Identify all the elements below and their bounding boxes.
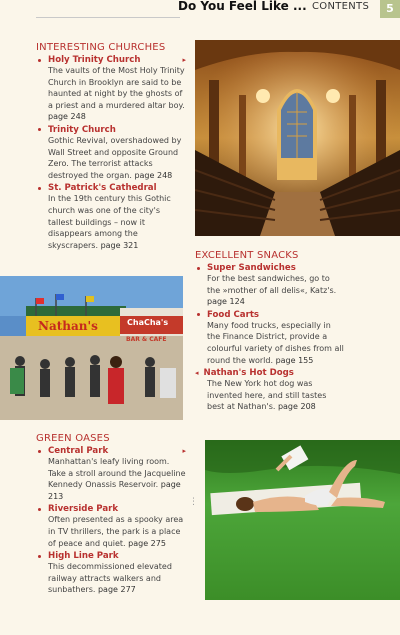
item-description: The New York hot dog was invented here, and still tastes best at Nathan's. page 208	[207, 379, 327, 412]
page-number-badge: 5	[380, 0, 400, 18]
nathans-sign: Nathan's	[38, 319, 98, 333]
section-title: GREEN OASES	[36, 433, 110, 444]
item-description: Gothic Revival, overshadowed by Wall Street and opposite Ground Zero. The terrorist attacks destroyed the organ. page 248	[48, 135, 182, 180]
item-description: Manhattan's leafy living room. Take a stroll around the Jacqueline Kennedy Onassis Reservoir. page 213	[48, 457, 186, 501]
item-heading-super-sandwiches[interactable]: Super Sandwiches	[195, 263, 345, 273]
item-description: Many food trucks, especially in the Finance District, provide a colourful variety of dishes from all round the world. page 155	[207, 320, 344, 365]
bar-cafe-sign: BAR & CAFE	[126, 336, 167, 343]
item-heading-high-line-park[interactable]: High Line Park	[36, 551, 186, 561]
bullet-icon	[38, 128, 41, 131]
arrow-left-icon: ◂	[195, 369, 199, 378]
bullet-icon	[197, 267, 200, 270]
page-reference[interactable]: page 248	[134, 170, 173, 180]
item-description: Often presented as a spooky area in TV thrillers, the park is a place of peace and quiet. page 275	[48, 515, 184, 548]
bullet-icon	[197, 313, 200, 316]
section-snacks	[195, 250, 345, 413]
section-title: INTERESTING CHURCHES	[36, 42, 166, 53]
header-divider	[36, 17, 180, 18]
chachas-sign: ChaCha's	[127, 318, 169, 327]
page-reference[interactable]: page 124	[207, 297, 245, 307]
contents-link[interactable]: CONTENTS	[312, 1, 370, 12]
central-park-photo	[205, 440, 400, 600]
arrow-right-icon: ▸	[182, 56, 186, 64]
page-reference[interactable]: page 155	[275, 355, 314, 365]
header-title: Do You Feel Like ...	[178, 0, 307, 13]
bullet-icon	[38, 59, 41, 62]
bullet-icon	[38, 508, 41, 511]
page-header	[0, 0, 400, 18]
page-reference[interactable]: page 248	[48, 112, 86, 122]
item-heading-holy-trinity-church[interactable]: Holy Trinity Church ▸	[36, 55, 186, 65]
section-title: EXCELLENT SNACKS	[195, 250, 299, 261]
item-heading-central-park[interactable]: Central Park ▸	[36, 446, 186, 456]
page-reference[interactable]: page 208	[277, 402, 316, 412]
bullet-icon	[38, 450, 41, 453]
item-heading-nathans-hot-dogs[interactable]: ◂ Nathan's Hot Dogs	[195, 368, 294, 379]
item-heading-food-carts[interactable]: Food Carts	[195, 310, 345, 320]
section-churches	[36, 42, 186, 251]
item-heading-st-patricks-cathedral[interactable]: St. Patrick's Cathedral	[36, 183, 186, 193]
page-reference[interactable]: page 213	[48, 480, 181, 501]
item-heading-riverside-park[interactable]: Riverside Park	[36, 504, 186, 514]
page-reference[interactable]: page 277	[97, 585, 136, 595]
item-description: For the best sandwiches, go to the »mother of all delis«, Katz's. page 124	[207, 274, 337, 307]
section-green-oases	[36, 433, 186, 596]
cathedral-interior-photo	[195, 40, 400, 236]
item-description: This decommissioned elevated railway attracts walkers and sunbathers. page 277	[48, 562, 172, 595]
arrow-right-icon: ▸	[182, 447, 186, 455]
coney-island-photo	[0, 276, 183, 420]
item-heading-trinity-church[interactable]: Trinity Church	[36, 125, 186, 135]
item-description: In the 19th century this Gothic church was one of the city's tallest buildings – now it disappears among the skyscrapers. page 321	[48, 194, 171, 250]
column-marker: ⋮	[189, 497, 198, 507]
page-reference[interactable]: page 321	[100, 240, 139, 250]
item-description: The vaults of the Most Holy Trinity Church in Brooklyn are said to be haunted at night by the ghosts of a priest and a murdered altar boy. page 248	[48, 66, 185, 122]
bullet-icon	[38, 555, 41, 558]
bullet-icon	[38, 187, 41, 190]
page-reference[interactable]: page 275	[128, 538, 166, 548]
